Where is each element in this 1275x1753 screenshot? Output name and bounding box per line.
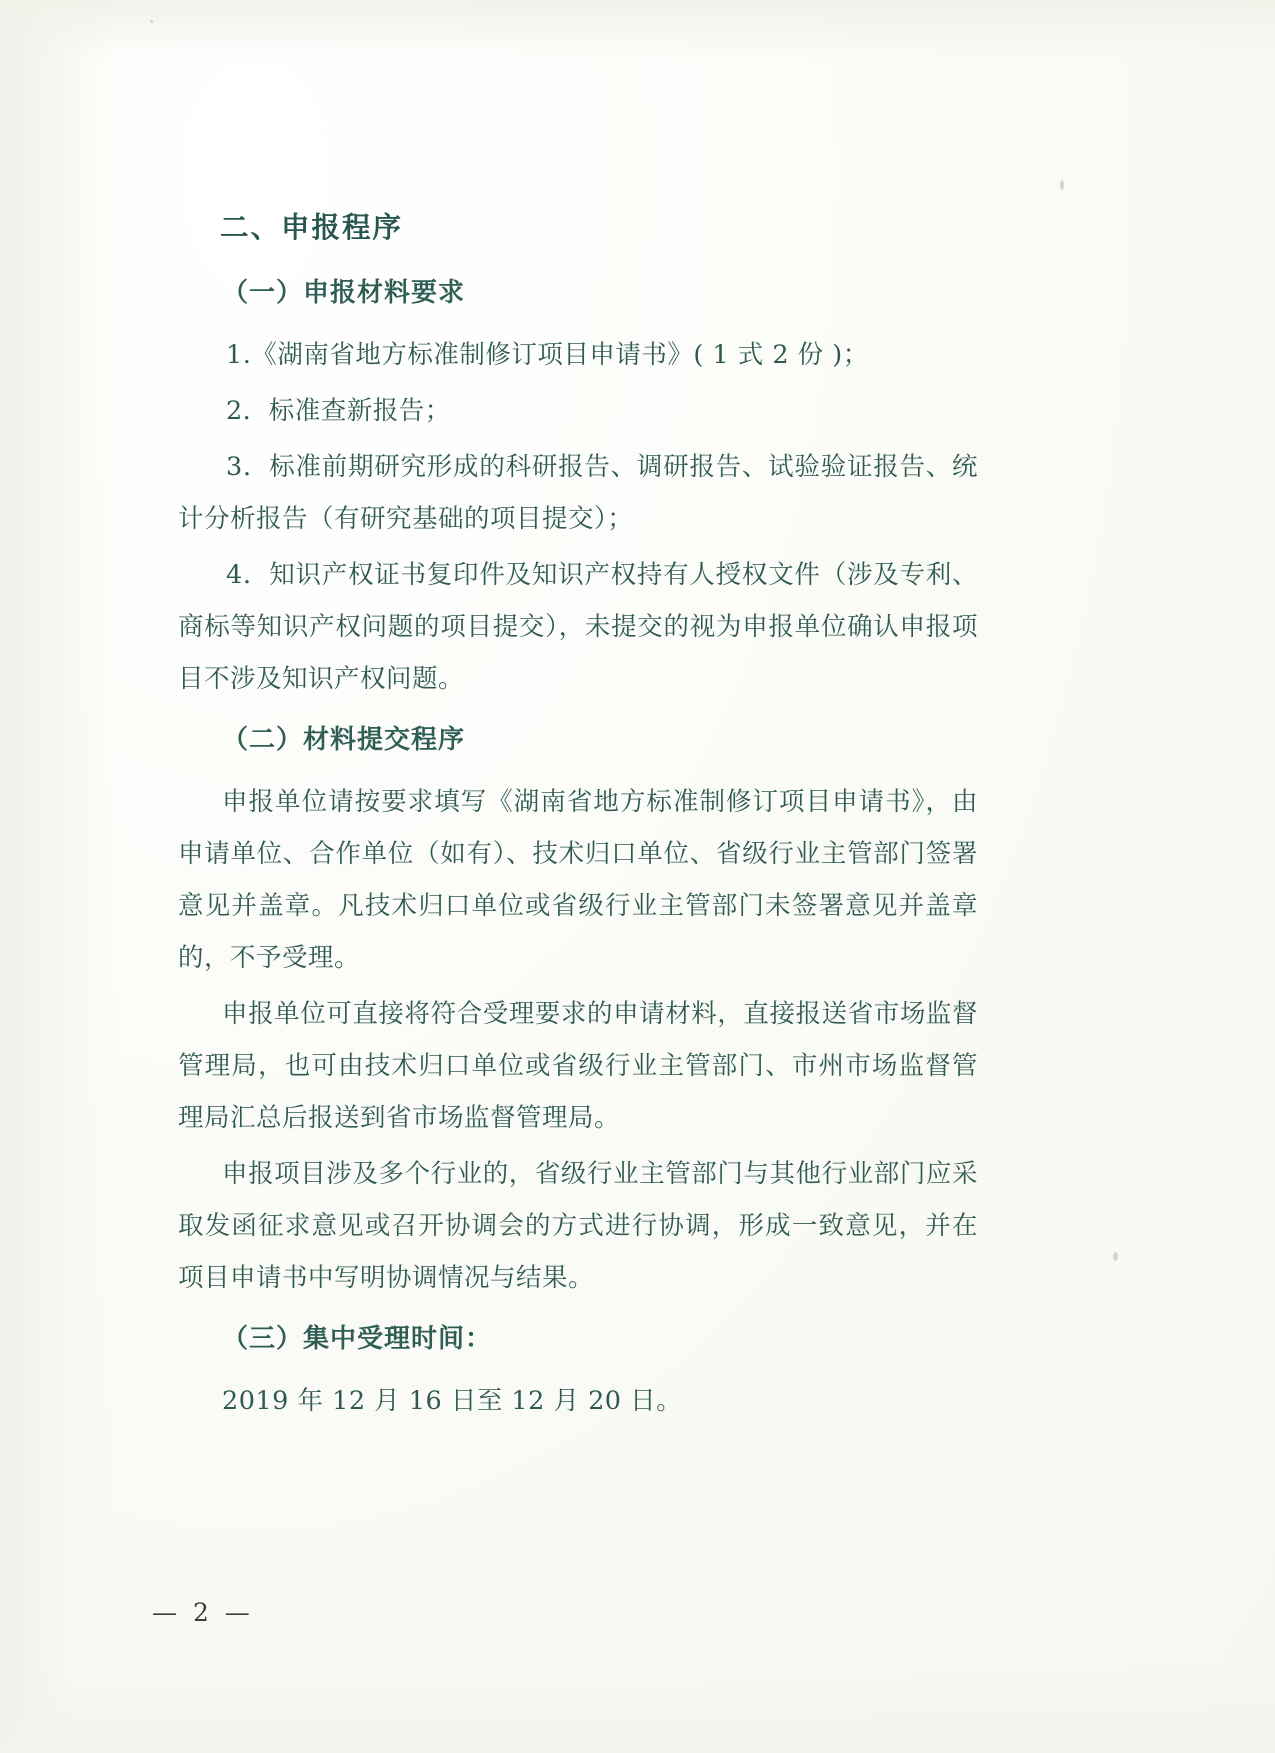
section-heading-acceptance-time: （三）集中受理时间： bbox=[222, 1324, 493, 1354]
paragraph-submission-2: 申报单位可直接将符合受理要求的申请材料，直接报送省市场监督管理局，也可由技术归口单位或省级行业主管部门、市州市场监督管理局汇总后报送到省市场监督管理局。 bbox=[178, 999, 978, 1133]
scan-speck bbox=[1060, 180, 1064, 190]
paragraph-material-item-4: 4．知识产权证书复印件及知识产权持有人授权文件（涉及专利、商标等知识产权问题的项目提交），未提交的视为申报单位确认申报项目不涉及知识产权问题。 bbox=[178, 560, 978, 694]
section-heading-materials-requirements: （一）申报材料要求 bbox=[222, 278, 466, 308]
section-heading-submission-procedure: （二）材料提交程序 bbox=[222, 725, 466, 755]
document-body bbox=[178, 205, 978, 1431]
scan-speck bbox=[1113, 1252, 1118, 1261]
paragraph-material-item-3: 3．标准前期研究形成的科研报告、调研报告、试验验证报告、统计分析报告（有研究基础的项目提交）； bbox=[178, 452, 978, 534]
page-title: 二、申报程序 bbox=[220, 211, 404, 244]
scan-edge-left bbox=[0, 0, 118, 1753]
scan-edge-bottom bbox=[0, 1663, 1275, 1753]
scan-edge-top bbox=[0, 0, 1275, 60]
scan-speck bbox=[150, 20, 153, 23]
paragraph-material-item-1: 1.《湖南省地方标准制修订项目申请书》( 1 式 2 份 )； bbox=[226, 340, 869, 370]
paragraph-acceptance-dates: 2019 年 12 月 16 日至 12 月 20 日。 bbox=[222, 1386, 683, 1416]
page-number: — 2 — bbox=[152, 1598, 254, 1627]
paragraph-submission-1: 申报单位请按要求填写《湖南省地方标准制修订项目申请书》，由申请单位、合作单位（如有）、技术归口单位、省级行业主管部门签署意见并盖章。凡技术归口单位或省级行业主管部门未签署意见并盖章的，不予受理。 bbox=[178, 787, 978, 973]
paragraph-material-item-2: 2．标准查新报告； bbox=[226, 396, 451, 426]
paragraph-submission-3: 申报项目涉及多个行业的，省级行业主管部门与其他行业部门应采取发函征求意见或召开协调会的方式进行协调，形成一致意见，并在项目申请书中写明协调情况与结果。 bbox=[178, 1159, 978, 1293]
